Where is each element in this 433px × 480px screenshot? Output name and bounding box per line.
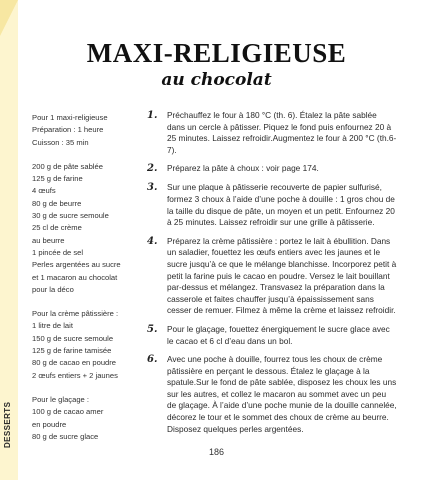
ingredient-line: 80 g de sucre glace <box>32 431 99 441</box>
step-text: Préchauffez le four à 180 °C (th. 6). Étalez la pâte sablée dans un cercle à pâtisser. Piquez le fond puis enfournez 20 à 25 minutes. Laissez refroidir.Augmentez le four à 200 °C (th.6-7). <box>167 110 397 155</box>
page-number: 186 <box>208 447 225 457</box>
step-text: Préparez la crème pâtissière : portez le lait à ébullition. Dans un saladier, fouettez les œufs entiers avec les jaunes et le sucre jusqu’à ce que le mélange blanchisse. Incorporez petit à petit la farine puis le cacao en poudre. Versez le lait bouillant par-dessus et mélangez. Transvasez la préparation dans la casserole et faites chauffer jusqu’à épaississement sans cesser de remuer. Filmez à même la crème et laissez refroidir. <box>167 235 397 316</box>
ingredients-block <box>32 112 152 149</box>
step-text: Pour le glaçage, fouettez énergiquement le sucre glace avec le cacao et 6 cl d’eau dans un bol. <box>167 323 390 346</box>
ingredient-line: 150 g de sucre semoule <box>32 333 114 343</box>
ingredient-line: 2 œufs entiers + 2 jaunes <box>32 370 118 380</box>
step-number: 2. <box>147 163 158 175</box>
ingredient-line: Pour la crème pâtissière : <box>32 309 119 319</box>
step-number: 6. <box>147 354 158 366</box>
ingredient-line: 200 g de pâte sablée <box>32 161 103 171</box>
ingredient-line: au beurre <box>32 235 65 245</box>
ingredient-line: Pour le glaçage : <box>32 394 89 404</box>
ingredients-block <box>32 161 152 296</box>
section-label: DESSERTS <box>3 401 12 448</box>
ingredient-line: Préparation : 1 heure <box>32 125 104 135</box>
step-number: 3. <box>147 182 158 194</box>
ingredient-line: 80 g de beurre <box>32 198 82 208</box>
step-item <box>147 110 397 156</box>
ingredients-block <box>32 308 152 382</box>
step-item <box>147 163 397 175</box>
step-text: Sur une plaque à pâtisserie recouverte de papier sulfurisé, formez 3 choux à l’aide d’une poche à douille : 1 gros chou de la taille du disque de pâte, un moyen et un petit. Enfournez 20 à 25 minutes. Laissez refroidir sur une grille à pâtisserie. <box>167 182 395 228</box>
corner-decoration <box>0 0 18 36</box>
step-number: 5. <box>147 323 158 335</box>
step-number: 4. <box>147 235 158 247</box>
step-item <box>147 324 397 347</box>
step-text: Avec une poche à douille, fourrez tous les choux de crème pâtissière en perçant le dessous. Étalez le glaçage à la spatule.Sur le fond de pâte sablée, disposez les choux les uns sur les autres, et collez le macaron au sommet avec un peu de glaçage. À l’aide d’une poche munie de la douille cannelée, décorez le tour et le sommet des choux de crème au beurre. Disposez quelques perles argentées. <box>167 354 397 434</box>
ingredient-line: Perles argentées au sucre <box>32 260 121 270</box>
ingredient-line: 25 cl de crème <box>32 223 82 233</box>
ingredients-block <box>32 394 152 443</box>
recipe-title: MAXI-RELIGIEUSE <box>86 38 347 68</box>
ingredient-line: en poudre <box>32 419 67 429</box>
ingredient-line: pour la déco <box>32 284 74 294</box>
ingredient-line: Cuisson : 35 min <box>32 137 89 147</box>
ingredient-line: 4 œufs <box>32 186 56 196</box>
ingredient-line: 1 litre de lait <box>32 321 73 331</box>
ingredient-line: 80 g de cacao en poudre <box>32 358 117 368</box>
step-number: 1. <box>147 110 158 121</box>
recipe-subtitle: au chocolat <box>161 70 272 90</box>
step-item <box>147 236 397 317</box>
ingredient-line: 1 pincée de sel <box>32 247 84 257</box>
ingredient-line: 125 g de farine <box>32 174 83 184</box>
step-text: Préparez la pâte à choux : voir page 174. <box>167 163 319 174</box>
steps-list <box>147 110 397 442</box>
ingredient-line: 30 g de sucre semoule <box>32 211 109 221</box>
ingredients-column <box>32 112 152 455</box>
ingredient-line: Pour 1 maxi-religieuse <box>32 113 108 122</box>
ingredient-line: et 1 macaron au chocolat <box>32 272 118 282</box>
ingredient-line: 125 g de farine tamisée <box>32 346 112 356</box>
ingredient-line: 100 g de cacao amer <box>32 407 104 417</box>
step-item <box>147 354 397 435</box>
step-item <box>147 182 397 228</box>
